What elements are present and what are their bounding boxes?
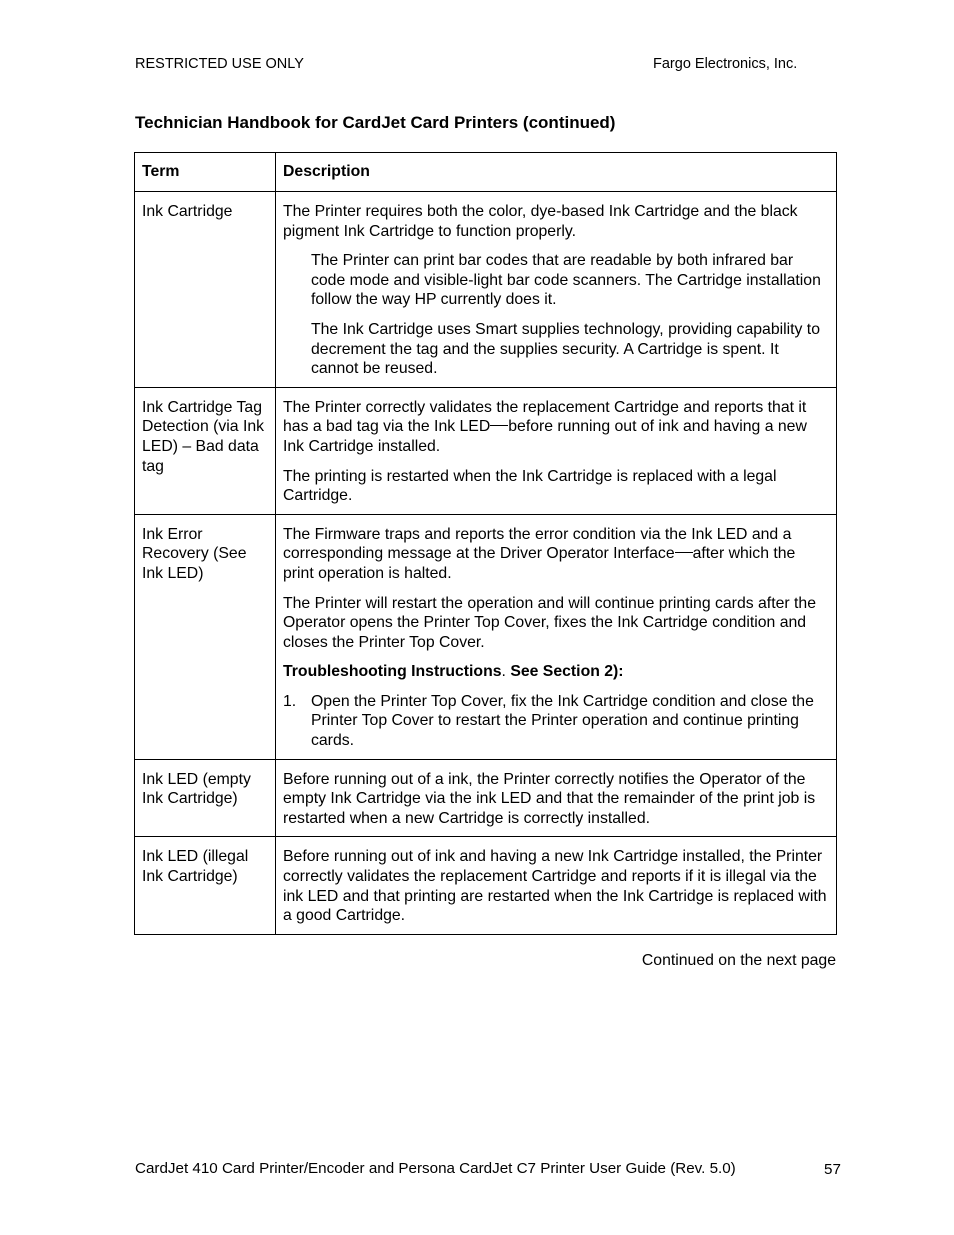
footer-title: CardJet 410 Card Printer/Encoder and Persona CardJet C7 Printer User Guide (Rev. 5.0) <box>135 1160 736 1177</box>
header-company: Fargo Electronics, Inc. <box>653 56 798 72</box>
description-cell <box>276 192 837 388</box>
numbered-list-item <box>283 692 829 751</box>
column-header-description: Description <box>276 153 837 192</box>
section-reference: See Section 2): <box>510 663 624 681</box>
em-dash <box>675 552 693 553</box>
term-cell: Ink Error Recovery (See Ink LED) <box>135 514 276 759</box>
list-number: 1. <box>283 692 297 710</box>
troubleshooting-label: Troubleshooting Instructions <box>283 663 502 681</box>
term-cell: Ink Cartridge <box>135 192 276 388</box>
table-row <box>135 514 837 759</box>
header-restricted: RESTRICTED USE ONLY <box>135 56 304 72</box>
description-paragraph <box>283 525 829 584</box>
description-paragraph: The Printer can print bar codes that are readable by both infrared bar code mode and visible-light bar code scanners. The Cartridge installation follow the way HP currently does it. <box>311 252 821 309</box>
term-cell: Ink LED (illegal Ink Cartridge) <box>135 837 276 934</box>
term-cell: Ink LED (empty Ink Cartridge) <box>135 759 276 837</box>
description-cell <box>276 514 837 759</box>
description-paragraph: Before running out of ink and having a new Ink Cartridge installed, the Printer correctly validates the replacement Cartridge and reports if it is illegal via the ink LED and that printing are restarted when the Ink Cartridge is replaced with a good Cartridge. <box>283 848 827 925</box>
separator: . <box>501 663 511 681</box>
description-paragraph: The Printer requires both the color, dye-based Ink Cartridge and the black pigment Ink Cartridge to function properly. <box>283 203 798 240</box>
list-item-text: Open the Printer Top Cover, fix the Ink Cartridge condition and close the Printer Top Cover to restart the Printer operation and continue printing cards. <box>311 692 814 750</box>
description-cell <box>276 387 837 514</box>
table-header-row <box>135 153 837 192</box>
description-paragraph: The Printer will restart the operation and will continue printing cards after the Operator opens the Printer Top Cover, fixes the Ink Cartridge condition and closes the Printer Top Cover. <box>283 594 816 651</box>
description-text: before running out of ink and having a new Ink Cartridge installed. <box>283 418 807 455</box>
page-title: Technician Handbook for CardJet Card Printers (continued) <box>135 113 616 132</box>
handbook-table <box>134 152 837 935</box>
table-row <box>135 387 837 514</box>
description-paragraph: The Ink Cartridge uses Smart supplies technology, providing capability to decrement the tag and the supplies security. A Cartridge is spent. It cannot be reused. <box>311 320 820 378</box>
troubleshooting-heading <box>283 662 829 682</box>
description-paragraph <box>283 398 829 457</box>
description-paragraph: The printing is restarted when the Ink Cartridge is replaced with a legal Cartridge. <box>283 467 777 505</box>
description-cell <box>276 759 837 837</box>
description-cell <box>276 837 837 934</box>
table-row <box>135 759 837 837</box>
em-dash <box>490 425 508 426</box>
description-text: The Firmware traps and reports the error condition via the Ink LED and a corresponding message at the Driver Operator Interface <box>283 525 792 563</box>
table-row <box>135 837 837 934</box>
continued-note: Continued on the next page <box>641 952 836 969</box>
description-paragraph: Before running out of a ink, the Printer correctly notifies the Operator of the empty Ink Cartridge via the ink LED and that the remainder of the print job is restarted when a new Cartridge is correctly installed. <box>283 770 816 827</box>
table-row <box>135 192 837 388</box>
description-text: after which the print operation is halted. <box>283 545 796 582</box>
page-number: 57 <box>824 1161 841 1178</box>
term-cell: Ink Cartridge Tag Detection (via Ink LED) – Bad data tag <box>135 387 276 514</box>
description-text: The Printer correctly validates the replacement Cartridge and reports that it has a bad tag via the Ink LED <box>283 398 807 436</box>
column-header-term: Term <box>135 153 276 192</box>
